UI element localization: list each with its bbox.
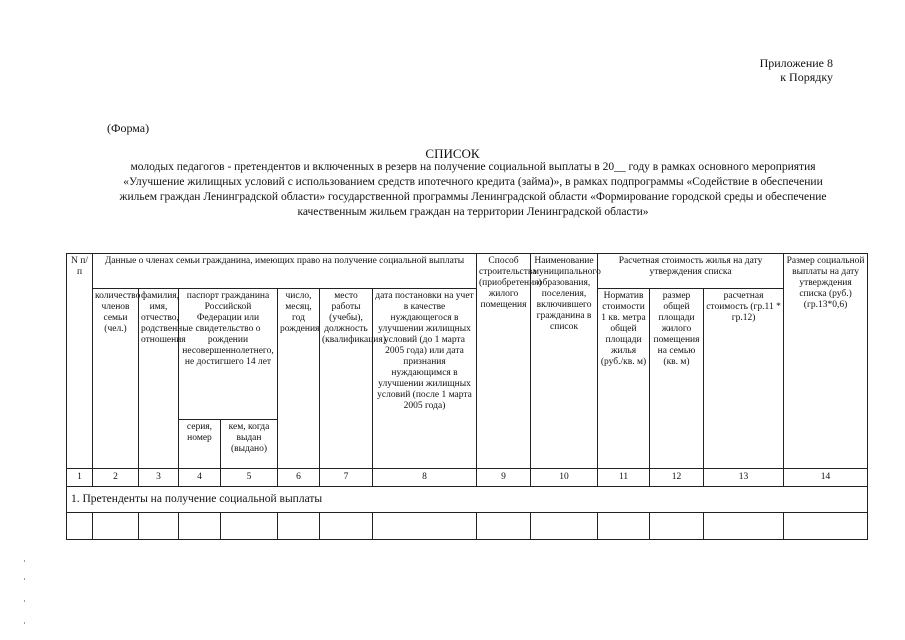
scan-artifact (24, 560, 25, 562)
column-number: 1 (67, 469, 93, 487)
table-cell (531, 513, 598, 540)
col-name-header: фамилия, имя, отчество, родственные отношения (139, 289, 179, 469)
page-title: СПИСОК (425, 146, 480, 161)
column-number: 3 (139, 469, 179, 487)
table-row (67, 513, 868, 540)
table-cell (373, 513, 477, 540)
section-title: 1. Претенденты на получение социальной выплаты (67, 487, 868, 513)
group-family-header: Данные о членах семьи гражданина, имеющих право на получение социальной выплаты (93, 254, 477, 289)
column-number: 7 (320, 469, 373, 487)
table-cell (704, 513, 784, 540)
table-cell (278, 513, 320, 540)
table-cell (93, 513, 139, 540)
page-subtitle: молодых педагогов - претендентов и включенных в резерв на получение социальной выплаты в 20__ году в рамках основного мероприятия «Улучшение жилищных условий с использованием средств ипотечного кредита (займа)», в рамках подпрограммы «Содействие в обеспечении жильем граждан Ленинградской области» государственной программы Ленинградской области «Формирование городской среды и обеспечение качественным жильем граждан на территории Ленинградской области» (119, 161, 827, 218)
col-passport-header: паспорт гражданина Российской Федерации или свидетельство о рождении несовершеннолетнего, не достигшего 14 лет (179, 289, 278, 420)
scan-artifact (24, 600, 25, 602)
table-cell (221, 513, 278, 540)
table-cell (784, 513, 868, 540)
scan-artifact (24, 622, 25, 624)
table-cell (179, 513, 221, 540)
col-count-header: количество членов семьи (чел.) (93, 289, 139, 469)
col-calc-header: расчетная стоимость (гр.11 * гр.12) (704, 289, 784, 469)
column-number: 8 (373, 469, 477, 487)
table-cell (67, 513, 93, 540)
col-series-header: серия, номер (179, 420, 221, 469)
group-cost-header: Расчетная стоимость жилья на дату утверждения списка (598, 254, 784, 289)
appendix-reference (640, 56, 833, 84)
col-area-header: размер общей площади жилого помещения на семью (кв. м) (650, 289, 704, 469)
col-norm-header: Норматив стоимости 1 кв. метра общей площади жилья (руб./кв. м) (598, 289, 650, 469)
column-number: 12 (650, 469, 704, 487)
column-number: 6 (278, 469, 320, 487)
column-number: 11 (598, 469, 650, 487)
column-number: 4 (179, 469, 221, 487)
scan-artifact (24, 578, 25, 580)
beneficiary-table (66, 253, 868, 540)
column-number: 10 (531, 469, 598, 487)
col-reg-date-header: дата постановки на учет в качестве нуждающегося в улучшении жилищных условий (до 1 марта 2005 года) или дата признания нуждающимся в улучшении жилищных условий (после 1 марта 2005 года) (373, 289, 477, 469)
table-cell (598, 513, 650, 540)
section-row (67, 487, 868, 513)
header-row-1 (67, 254, 868, 289)
appendix-line-2: к Порядку (780, 70, 833, 84)
column-number: 5 (221, 469, 278, 487)
table-cell (320, 513, 373, 540)
col-issued-header: кем, когда выдан (выдано) (221, 420, 278, 469)
table-cell (477, 513, 531, 540)
col-payment-header: Размер социальной выплаты на дату утверждения списка (руб.) (гр.13*0,6) (784, 254, 868, 469)
table-cell (650, 513, 704, 540)
table-cell (139, 513, 179, 540)
column-numbers-row (67, 469, 868, 487)
column-number: 13 (704, 469, 784, 487)
column-number: 2 (93, 469, 139, 487)
col-no-header: N п/п (67, 254, 93, 469)
col-birth-header: число, месяц, год рождения (278, 289, 320, 469)
appendix-line-1: Приложение 8 (759, 56, 833, 70)
column-number: 14 (784, 469, 868, 487)
col-method-header: Способ строительства (приобретения) жилого помещения (477, 254, 531, 469)
header-row-2 (67, 289, 868, 420)
form-label: (Форма) (107, 121, 150, 135)
col-work-header: место работы (учебы), должность (квалификация) (320, 289, 373, 469)
col-municipality-header: Наименование муниципального образования, поселения, включившего гражданина в список (531, 254, 598, 469)
column-number: 9 (477, 469, 531, 487)
